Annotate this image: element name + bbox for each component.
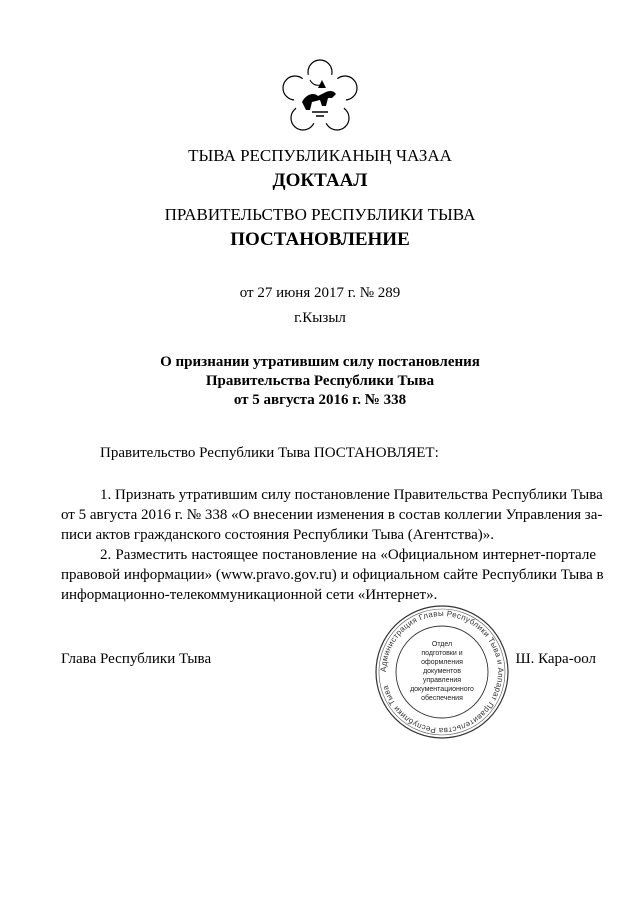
seal-line: управления xyxy=(422,677,462,684)
signatory-position: Глава Республики Тывa xyxy=(61,651,212,667)
seal-line: подготовки и xyxy=(421,650,463,657)
seal-ring-text: Администрация Главы Республики Тыва и Аппарат Правительства Республики Тыва xyxy=(378,608,506,736)
resolution-intro: Правительство Республики Тыва ПОСТАНОВЛЯЕТ: xyxy=(100,445,439,461)
document-city: г.Кызыл xyxy=(294,310,346,326)
paragraph-line: писи актов гражданского состояния Республики Тыва (Агентства)». xyxy=(61,527,494,543)
paragraph-line: правовой информации» (www.pravo.gov.ru) и официальном сайте Республики Тыва в xyxy=(61,567,604,583)
tuva-emblem-icon xyxy=(282,58,358,138)
seal-line: обеспечения xyxy=(421,695,463,702)
title-line: Правительства Республики Тыва xyxy=(205,373,435,389)
title-line: от 5 августа 2016 г. № 338 xyxy=(233,392,407,408)
seal-line: оформления документов xyxy=(421,659,463,675)
signatory-name: Ш. Кара-оол xyxy=(515,651,596,667)
tuvan-government-title: ТЫВА РЕСПУБЛИКАНЫҢ ЧАЗАА xyxy=(188,146,452,165)
paragraph-line: от 5 августа 2016 г. № 338 «О внесении изменения в состав коллегии Управления за- xyxy=(61,507,603,523)
seal-line: документационного xyxy=(410,686,474,693)
paragraph-line: 1. Признать утратившим силу постановление Правительства Республики Тыва xyxy=(100,487,603,503)
paragraph-2 xyxy=(61,545,604,605)
title-line: О признании утратившим силу постановления xyxy=(160,354,480,370)
paragraph-line: информационно-телекоммуникационной сети «Интернет». xyxy=(61,587,438,603)
document-type: ПОСТАНОВЛЕНИЕ xyxy=(230,229,410,250)
document-date-number: от 27 июня 2017 г. № 289 xyxy=(239,285,401,301)
document-title xyxy=(0,353,640,410)
government-title: ПРАВИТЕЛЬСТВО РЕСПУБЛИКИ ТЫВА xyxy=(164,205,476,224)
tuvan-document-type: ДОКТААЛ xyxy=(272,170,368,191)
paragraph-line: 2. Разместить настоящее постановление на «Официальном интернет-портале xyxy=(100,547,596,563)
seal-center-text xyxy=(410,640,474,703)
seal-line: Отдел xyxy=(431,641,453,648)
paragraph-1 xyxy=(61,485,603,545)
